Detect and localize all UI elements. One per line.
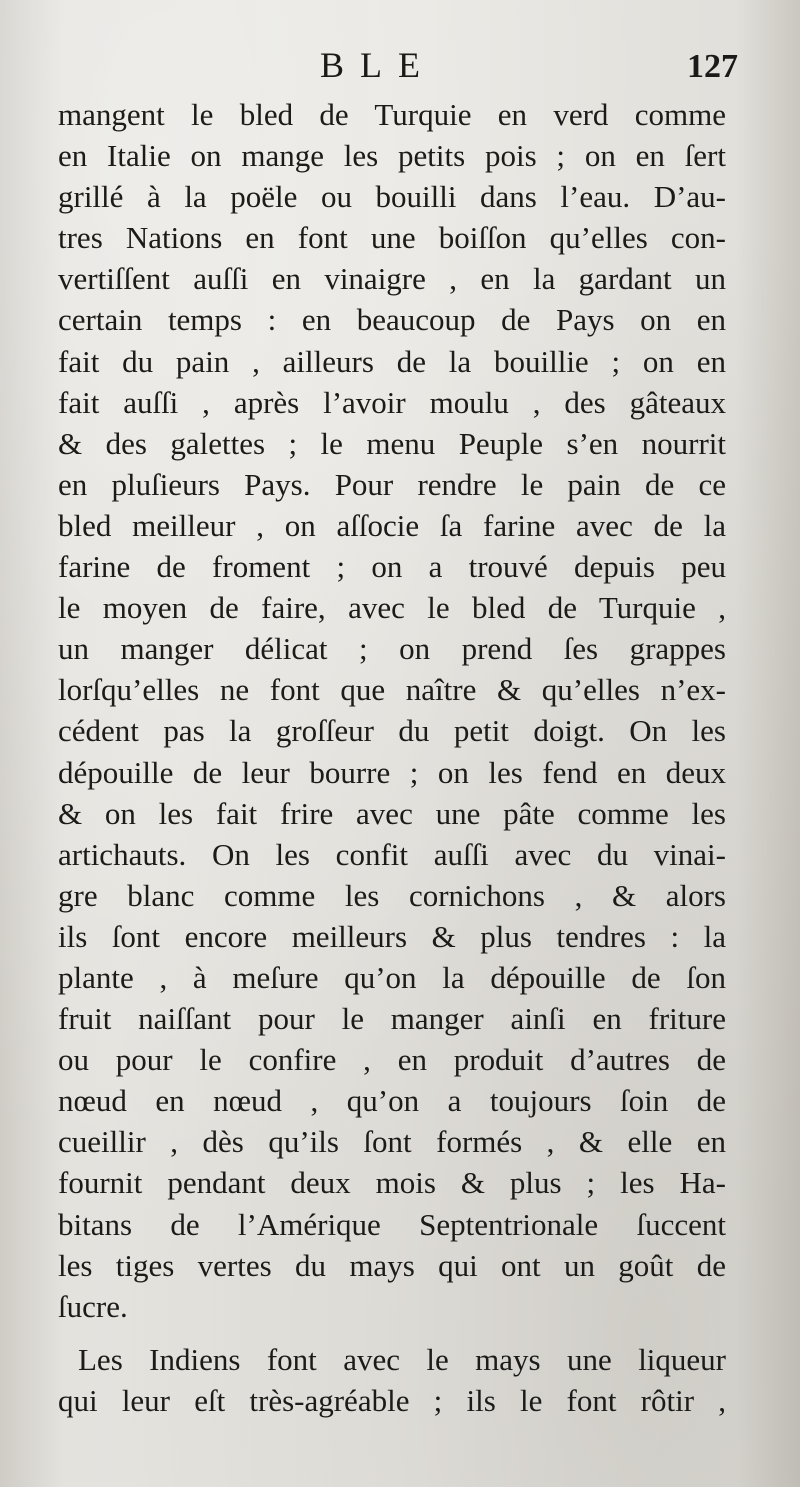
text-line: farine de froment ; on a trouvé depuis peu [58,549,726,585]
text-line: bled meilleur , on aſſocie ſa farine avec de la [58,507,726,543]
text-line: les tiges vertes du mays qui ont un goût de [58,1247,726,1283]
text-line: ou pour le confire , en produit d’autres de [58,1042,726,1078]
text-line: un manger délicat ; on prend ſes grappes [58,631,726,667]
text-line: bitans de l’Amérique Septentrionale ſuccent [58,1206,726,1242]
page-header [58,44,738,90]
text-line: en pluſieurs Pays. Pour rendre le pain de ce [58,466,726,502]
text-line: certain temps : en beaucoup de Pays on en [58,302,726,338]
text-line: qui leur eſt très-agréable ; ils le font rôtir , [58,1382,726,1418]
running-head: BLE [320,45,436,85]
text-line: artichauts. On les confit auſſi avec du vinai- [58,836,726,872]
text-line: plante , à meſure qu’on la dépouille de ſon [58,959,726,995]
text-line: gre blanc comme les cornichons , & alors [58,877,726,913]
text-line: mangent le bled de Turquie en verd comme [58,97,726,132]
text-line: fruit naiſſant pour le manger ainſi en friture [58,1001,726,1037]
text-line: le moyen de faire, avec le bled de Turquie , [58,590,726,626]
text-line: en Italie on mange les petits pois ; on en ſert [58,138,726,174]
paragraph-start-line: Les Indiens font avec le mays une liqueur [78,1341,726,1377]
text-line: cédent pas la groſſeur du petit doigt. On les [58,713,726,749]
text-line: tres Nations en font une boiſſon qu’elles con- [58,220,726,256]
page-number: 127 [687,48,738,85]
text-line: nœud en nœud , qu’on a toujours ſoin de [58,1083,726,1119]
text-line: vertiſſent auſſi en vinaigre , en la gardant un [58,261,726,297]
text-line: ils ſont encore meilleurs & plus tendres : la [58,918,726,954]
text-line: fournit pendant deux mois & plus ; les Ha- [58,1165,726,1201]
text-line: cueillir , dès qu’ils ſont formés , & elle en [58,1124,726,1160]
text-line: fait du pain , ailleurs de la bouillie ; on en [58,343,726,379]
body-text [58,94,726,1421]
text-line: fait auſſi , après l’avoir moulu , des gâteaux [58,384,726,420]
text-line: & des galettes ; le menu Peuple s’en nourrit [58,425,726,461]
text-line: & on les fait frire avec une pâte comme les [58,795,726,831]
text-line: lorſqu’elles ne font que naître & qu’elles n’ex- [58,672,726,708]
text-line: dépouille de leur bourre ; on les fend en deux [58,754,726,790]
text-line: ſucre. [58,1288,128,1324]
text-line: grillé à la poële ou bouilli dans l’eau. D’au- [58,179,726,215]
